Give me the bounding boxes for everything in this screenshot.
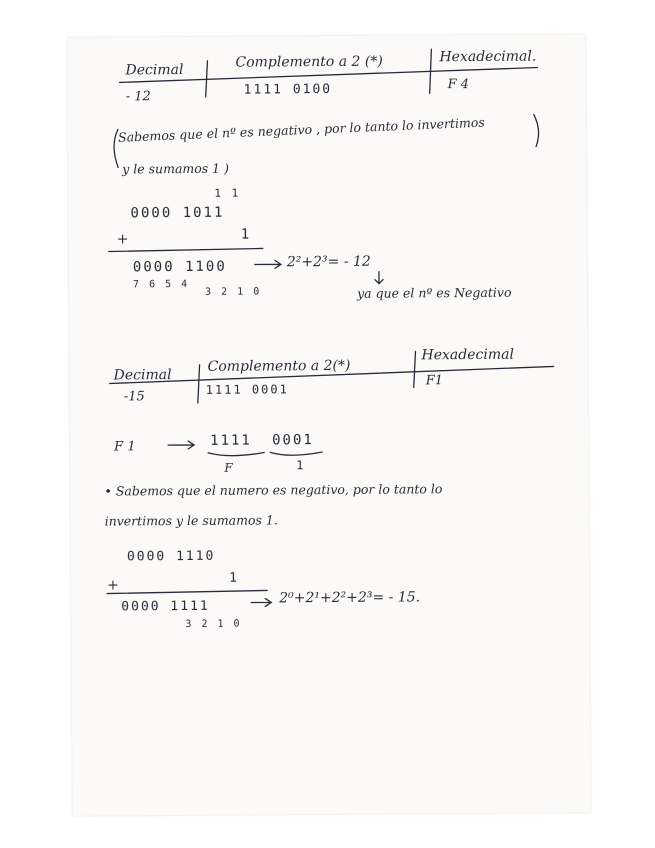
note1-line2: y le sumamos 1 ) xyxy=(122,160,230,177)
sum1-bit-positions-high: 7 6 5 4 xyxy=(132,278,190,291)
table1-value-hex: F 4 xyxy=(447,77,470,93)
hexsplit-under1: F xyxy=(224,460,233,475)
table2-value-decimal: -15 xyxy=(123,389,145,405)
notebook-page xyxy=(67,34,590,816)
note2-line1: • Sabemos que el numero es negativo, por lo tanto lo xyxy=(104,481,443,499)
hexsplit-group2: 0001 xyxy=(272,432,314,449)
sum1-result: 0000 1100 xyxy=(132,258,227,276)
sum1-plus-sign: + xyxy=(116,231,129,248)
sum1-bit-positions-low: 3 2 1 0 xyxy=(205,286,262,298)
table1-value-decimal: - 12 xyxy=(125,89,151,105)
table1-header-complement: Complemento a 2 (*) xyxy=(235,53,383,71)
table1-header-hex: Hexadecimal. xyxy=(439,48,537,66)
hexsplit-group1: 1111 xyxy=(210,432,252,449)
table1-value-complement: 1111 0100 xyxy=(243,81,333,98)
sum2-formula: 2⁰+2¹+2²+2³= - 15. xyxy=(279,589,421,607)
sum1-top-operand: 0000 1011 xyxy=(130,204,225,222)
sum2-bit-positions: 3 2 1 0 xyxy=(185,618,242,631)
table2-header-decimal: Decimal xyxy=(113,367,172,384)
sum2-plus-sign: + xyxy=(107,577,119,594)
hexsplit-under2: 1 xyxy=(296,458,306,473)
hexsplit-label: F 1 xyxy=(114,439,136,455)
table2-value-hex: F1 xyxy=(425,373,444,389)
note2-line2: invertimos y le sumamos 1. xyxy=(104,512,278,529)
sum1-carry: 1 1 xyxy=(214,186,241,200)
table1-header-decimal: Decimal xyxy=(125,62,184,79)
sum1-addend: 1 xyxy=(240,226,252,243)
pen-strokes xyxy=(67,34,590,816)
note1-line1: Sabemos que el nº es negativo , por lo tanto lo invertimos xyxy=(117,114,486,145)
table2-value-complement: 1111 0001 xyxy=(205,382,289,397)
sum2-result: 0000 1111 xyxy=(121,598,210,615)
sum1-formula: 2²+2³= - 12 xyxy=(286,253,371,271)
table2-header-hex: Hexadecimal xyxy=(421,346,514,364)
sum1-note: ya que el nº es Negativo xyxy=(357,284,512,301)
table2-header-complement: Complemento a 2(*) xyxy=(207,357,351,375)
sum2-top-operand: 0000 1110 xyxy=(126,548,216,565)
sum2-addend: 1 xyxy=(229,570,239,586)
